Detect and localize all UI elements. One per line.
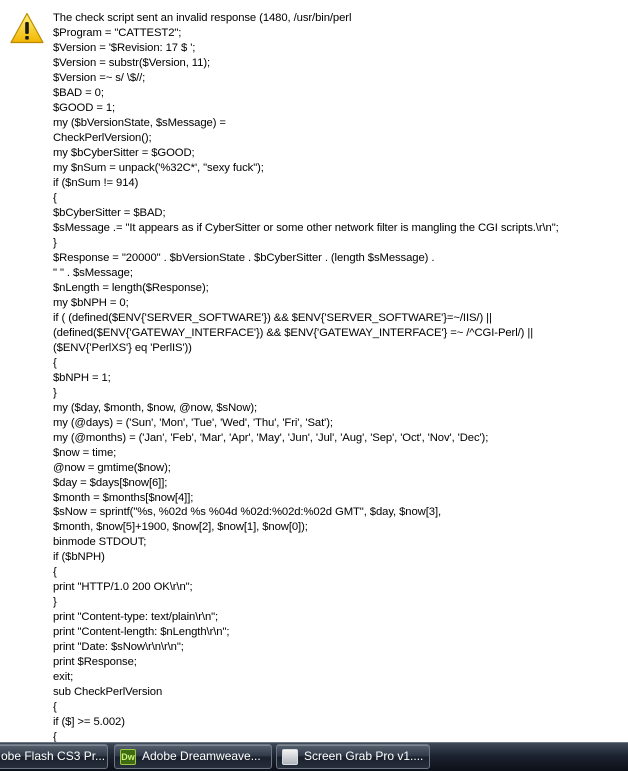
taskbar-item-label: obe Flash CS3 Pr... [1,749,106,763]
message-line: CheckPerlVersion(); [53,131,152,144]
message-line: } [53,236,57,249]
taskbar-item-screen-grab[interactable] [276,744,430,769]
message-line: (defined($ENV{'GATEWAY_INTERFACE'}) && $ENV{'GATEWAY_INTERFACE'} =~ /^CGI-Perl/) || [53,326,534,339]
message-line: $month = $months[$now[4]]; [53,491,194,504]
message-line: $BAD = 0; [53,86,104,99]
message-line: my ($bVersionState, $sMessage) = [53,116,226,129]
message-line: my ($day, $month, $now, @now, $sNow); [53,401,258,414]
message-line: { [53,731,57,742]
screen-grab-icon [282,749,298,765]
message-line: The check script sent an invalid response (1480, /usr/bin/perl [53,12,352,24]
message-line: ($ENV{'PerlXS'} eq 'PerlIS')) [53,341,192,354]
message-line: if ($bNPH) [53,551,105,564]
message-line: $Response = "20000" . $bVersionState . $bCyberSitter . (length $sMessage) . [53,251,435,264]
message-line: $month, $now[5]+1900, $now[2], $now[1], $now[0]); [53,521,308,534]
message-line: print "Date: $sNow\r\n\r\n"; [53,641,184,654]
taskbar-item-flash[interactable] [0,744,108,769]
message-line: $Version =~ s/ \$//; [53,71,146,84]
message-line: sub CheckPerlVersion [53,686,163,699]
message-line: $GOOD = 1; [53,101,116,114]
message-line: } [53,596,57,609]
message-line: exit; [53,671,74,684]
error-message [53,11,625,742]
message-line: $day = $days[$now[6]]; [53,476,168,489]
taskbar-item-label: Adobe Dreamweave... [142,749,261,763]
message-line: } [53,386,57,399]
message-line: print "Content-type: text/plain\r\n"; [53,611,219,624]
message-line: $sMessage .= "It appears as if CyberSitter or some other network filter is mangling the CGI scripts.\r\n"; [53,221,559,234]
message-line: print "Content-length: $nLength\r\n"; [53,626,230,639]
message-line: $bCyberSitter = $BAD; [53,206,166,219]
message-line: print "HTTP/1.0 200 OK\r\n"; [53,581,193,594]
taskbar-item-dreamweaver[interactable] [114,744,272,769]
taskbar [0,742,628,771]
message-line: if ( (defined($ENV{'SERVER_SOFTWARE'}) && $ENV{'SERVER_SOFTWARE'}=~/IIS/) || [53,311,492,324]
message-line: $Program = "CATTEST2"; [53,26,182,39]
message-line: { [53,356,57,369]
message-line: my $bNPH = 0; [53,296,129,309]
message-line: { [53,191,57,204]
message-line: $sNow = sprintf("%s, %02d %s %04d %02d:%02d:%02d GMT", $day, $now[3], [53,506,442,519]
message-line: { [53,566,57,579]
dreamweaver-icon: Dw [120,749,136,765]
message-line: { [53,701,57,714]
message-line: " " . $sMessage; [53,266,133,279]
message-line: $now = time; [53,446,117,459]
message-line: print $Response; [53,656,137,669]
message-line: if ($nSum != 914) [53,176,139,189]
message-line: $nLength = length($Response); [53,281,209,294]
message-line: @now = gmtime($now); [53,461,171,474]
warning-icon [10,12,44,44]
taskbar-item-label: Screen Grab Pro v1.... [304,749,424,763]
message-line: $bNPH = 1; [53,371,111,384]
message-line: my (@days) = ('Sun', 'Mon', 'Tue', 'Wed', 'Thu', 'Fri', 'Sat'); [53,416,333,429]
message-line: my $bCyberSitter = $GOOD; [53,146,195,159]
message-line: my (@months) = ('Jan', 'Feb', 'Mar', 'Apr', 'May', 'Jun', 'Jul', 'Aug', 'Sep', 'Oct', 'Nov', 'Dec'); [53,431,489,444]
message-line: binmode STDOUT; [53,536,147,549]
message-line: $Version = '$Revision: 17 $ '; [53,41,196,54]
message-line: $Version = substr($Version, 11); [53,56,211,69]
message-line: if ($] >= 5.002) [53,716,125,729]
message-line: my $nSum = unpack('%32C*', "sexy fuck"); [53,161,264,174]
